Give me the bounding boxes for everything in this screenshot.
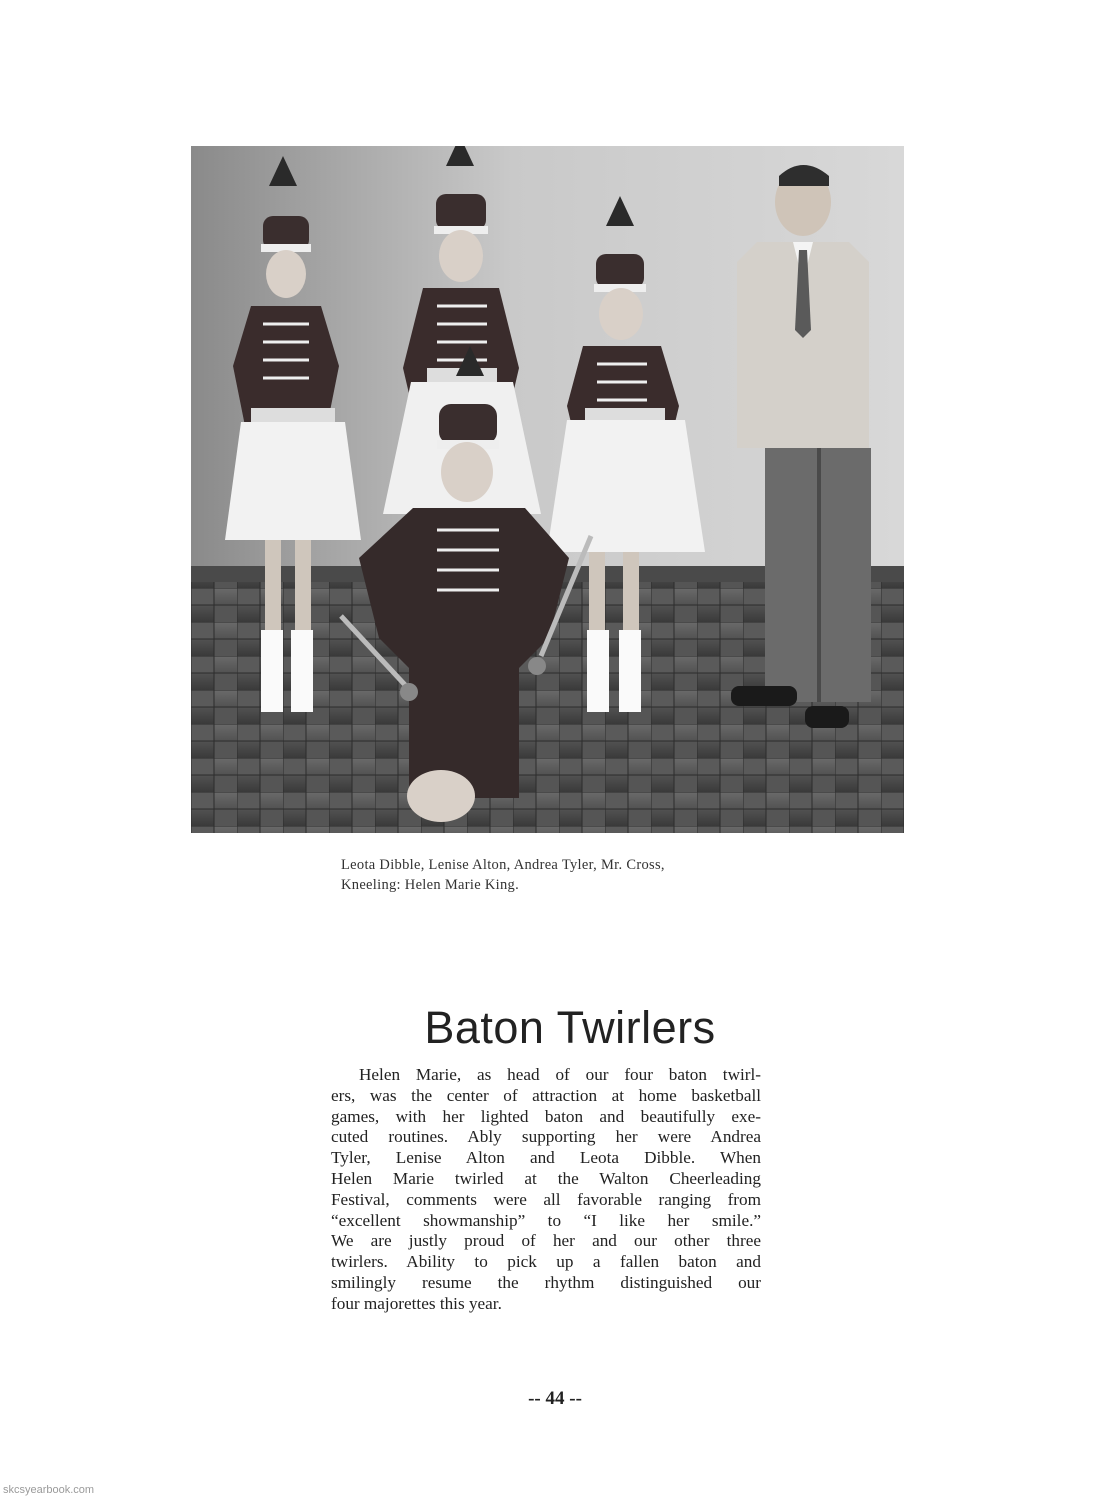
body-line: cuted routines. Ably supporting her were Andrea: [331, 1127, 761, 1147]
page-title: Baton Twirlers: [424, 1002, 716, 1053]
caption-line-names: Leota Dibble, Lenise Alton, Andrea Tyler, Mr. Cross,: [341, 857, 665, 873]
body-line: games, with her lighted baton and beautifully exe-: [331, 1106, 761, 1126]
group-photo: [191, 146, 904, 833]
caption-line-kneeling: Kneeling: Helen Marie King.: [341, 877, 520, 893]
body-line: Tyler, Lenise Alton and Leota Dibble. When: [331, 1148, 761, 1168]
body-line: twirlers. Ability to pick up a fallen baton and: [331, 1252, 761, 1272]
site-watermark: skcsyearbook.com: [3, 1484, 95, 1496]
body-line: Helen Marie, as head of our four baton twirl-: [359, 1065, 761, 1084]
body-line: smilingly resume the rhythm distinguished our: [331, 1272, 761, 1292]
body-line: four majorettes this year.: [331, 1293, 502, 1313]
photograph-baton-twirlers-icon: [191, 146, 904, 833]
photo-caption: [341, 855, 771, 895]
article-body: [331, 1065, 761, 1315]
body-line: Helen Marie twirled at the Walton Cheerleading: [331, 1168, 761, 1188]
body-line: We are justly proud of her and our other three: [331, 1231, 761, 1251]
body-line: Festival, comments were all favorable ranging from: [331, 1189, 761, 1209]
body-line: ers, was the center of attraction at home basketball: [331, 1085, 761, 1105]
page-number: -- 44 --: [528, 1388, 582, 1409]
body-line: “excellent showmanship” to “I like her smile.”: [331, 1210, 761, 1230]
